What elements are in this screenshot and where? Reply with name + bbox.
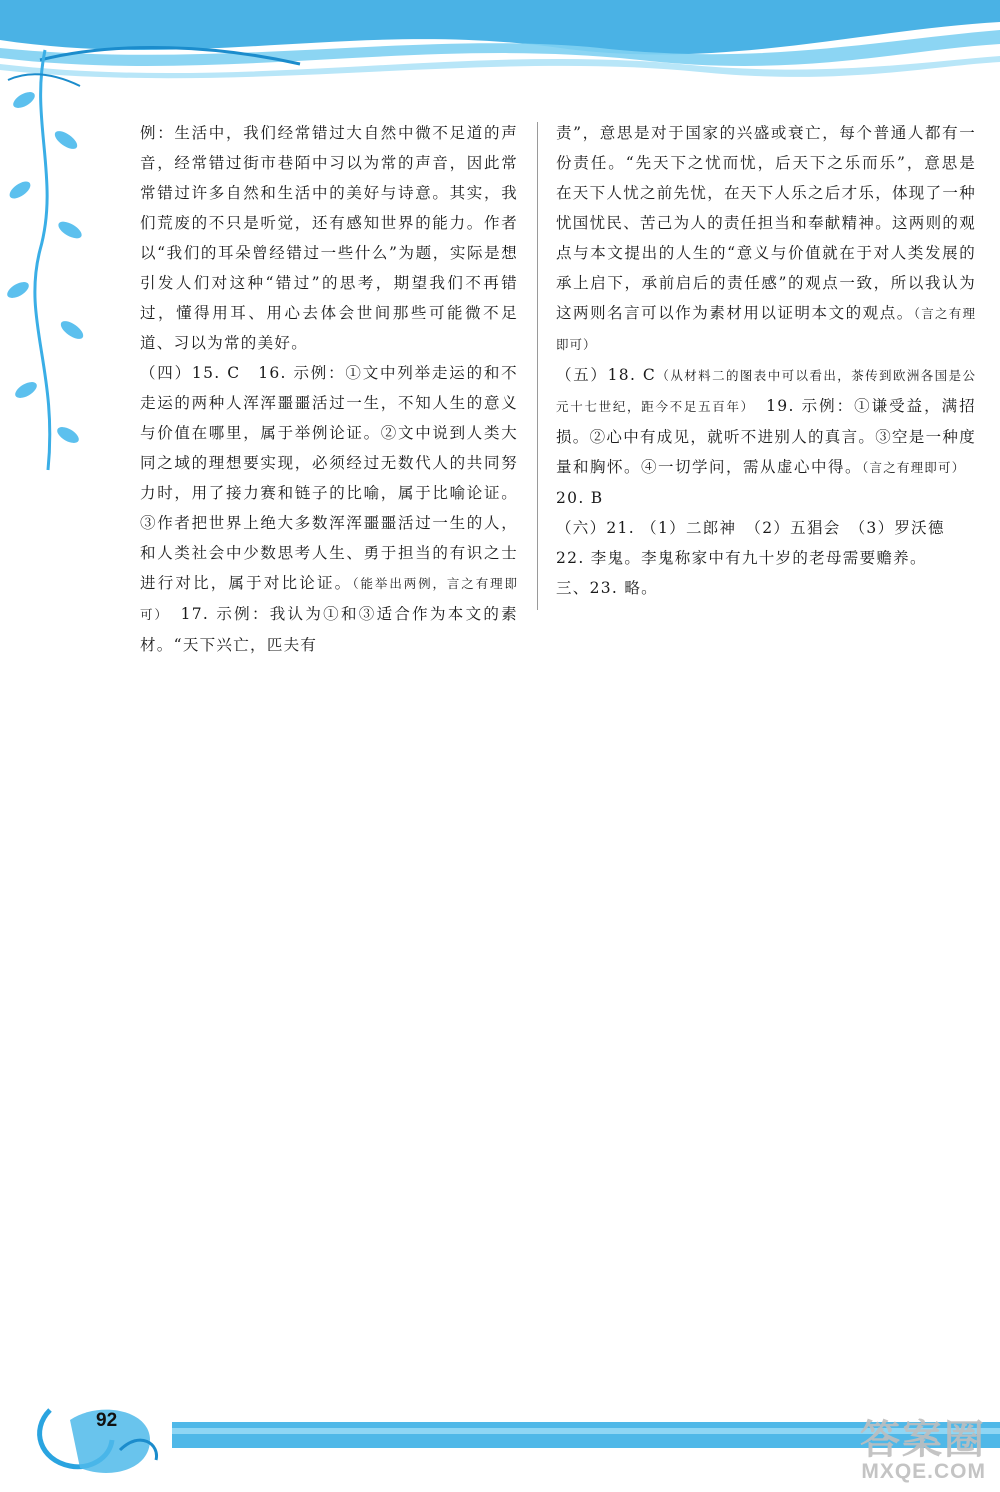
answer-paragraph: 例：生活中，我们经常错过大自然中微不足道的声音，经常错过街市巷陌中习以为常的声音，因此常常错过许多自然和生活中的美好与诗意。其实，我们荒废的不只是听觉，还有感知世界的能力。作者以“我们的耳朵曾经错过一些什么”为题，实际是想引发人们对这种“错过”的思考，期望我们不再错过，懂得用耳、用心去体会世间那些可能微不足道、习以为常的美好。	[140, 124, 518, 352]
watermark-url: MXQE.COM	[861, 1460, 986, 1483]
answer-paragraph: （六）21. （1）二郎神 （2）五猖会 （3）罗沃德	[556, 519, 945, 537]
answer-paragraph: 22. 李鬼。李鬼称家中有九十岁的老母需要赡养。	[556, 549, 927, 567]
column-divider	[537, 122, 538, 610]
answer-note: （从材料二的图表中可以看出，茶传到欧洲各国是公元十七世纪，距今不足五百年）	[556, 368, 976, 414]
answer-paragraph: 三、23. 略。	[556, 579, 658, 597]
answer-paragraph	[556, 118, 976, 360]
answer-note: （能举出两例，言之有理即可）	[140, 576, 518, 622]
site-watermark	[860, 1420, 986, 1484]
answer-text: 17. 示例：我认为①和③适合作为本文的素材。“天下兴亡，匹夫有	[140, 605, 518, 654]
answer-column-left	[140, 118, 518, 660]
answer-note: （言之有理即可）	[556, 306, 976, 352]
answer-text: （四）15. C 16. 示例：①文中列举走运的和不走运的两种人浑浑噩噩活过一生，不知人生的意义与价值在哪里，属于举例论证。②文中说到人类大同之域的理想要实现，必须经过无数代人的共同努力时，用了接力赛和链子的比喻，属于比喻论证。③作者把世界上绝大多数浑浑噩噩活过一生的人，和人类社会中少数思考人生、勇于担当的有识之士进行对比，属于对比论证。	[140, 364, 518, 592]
page-number: 92	[96, 1410, 118, 1431]
vine-ornament	[0, 40, 110, 480]
answer-note: （言之有理即可）	[862, 460, 960, 475]
watermark-logo: 答案圈	[860, 1418, 986, 1462]
answer-paragraph	[140, 358, 518, 660]
top-wave-banner	[0, 0, 1000, 110]
answer-paragraph	[556, 360, 976, 513]
bottom-footer-band	[0, 1380, 1000, 1492]
answer-text: 20. B	[556, 458, 976, 507]
answer-text: 责”，意思是对于国家的兴盛或衰亡，每个普通人都有一份责任。“先天下之忧而忧，后天下之乐而乐”，意思是在天下人忧之前先忧，在天下人乐之后才乐，体现了一种忧国忧民、苦己为人的责任担当和奉献精神。这两则的观点与本文提出的人生的“意义与价值就在于对人类发展的承上启下，承前启后的责任感”的观点一致，所以我认为这两则名言可以作为素材用以证明本文的观点。	[556, 124, 977, 322]
answer-text: （五）18. C	[556, 366, 656, 384]
answer-text: 19. 示例：①谦受益，满招损。②心中有成见，就听不进别人的真言。③空是一种度量和胸怀。④一切学问，需从虚心中得。	[556, 397, 977, 476]
answer-column-right	[556, 118, 976, 603]
